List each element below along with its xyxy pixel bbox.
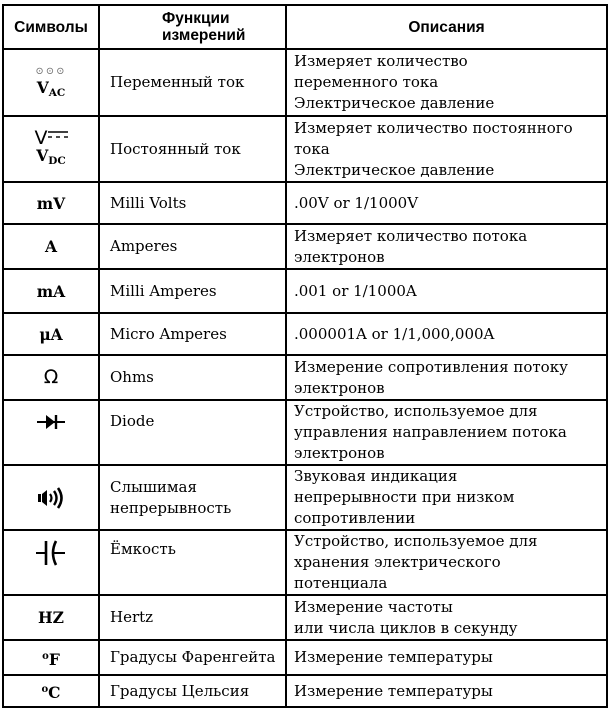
function-fahrenheit: Градусы Фаренгейта (99, 640, 286, 675)
table-row-celsius (3, 675, 607, 707)
capacitor-icon (36, 539, 66, 567)
description-ua: .000001A or 1/1,000,000A (286, 313, 607, 355)
function-ua: Micro Amperes (99, 313, 286, 355)
table-row-ua (3, 313, 607, 355)
measurement-functions-table (2, 4, 608, 708)
symbol-celsius-main: C (48, 683, 61, 702)
description-hertz: Измерение частоты или числа циклов в секунду (286, 595, 607, 640)
symbol-vac (3, 49, 99, 116)
header-functions: Функции измерений (99, 5, 286, 49)
function-mv: Milli Volts (99, 182, 286, 224)
table-row-diode (3, 400, 607, 465)
function-diode: Diode (99, 400, 286, 465)
table-row-capacitance (3, 530, 607, 595)
symbol-vac-sub: AC (48, 87, 66, 99)
symbol-diode (3, 400, 99, 465)
symbol-continuity (3, 465, 99, 530)
symbol-vdc-main: V (36, 146, 49, 165)
symbol-vdc-top: V (34, 127, 48, 149)
header-symbols: Символы (3, 5, 99, 49)
function-a: Amperes (99, 224, 286, 269)
symbol-capacitance (3, 530, 99, 595)
symbol-vdc-sub: DC (48, 155, 66, 167)
function-capacitance: Ёмкость (99, 530, 286, 595)
symbol-mv: mV (3, 182, 99, 224)
description-a: Измеряет количество потока электронов (286, 224, 607, 269)
description-vac: Измеряет количество переменного тока Электрическое давление (286, 49, 607, 116)
symbol-ua: μA (3, 313, 99, 355)
symbol-vdc (3, 116, 99, 182)
description-celsius: Измерение температуры (286, 675, 607, 707)
table-row-a (3, 224, 607, 269)
table-row-hertz (3, 595, 607, 640)
function-celsius: Градусы Цельсия (99, 675, 286, 707)
table-row-vac (3, 49, 607, 116)
table-row-vdc (3, 116, 607, 182)
symbol-ohms: Ω (3, 355, 99, 400)
table-row-fahrenheit (3, 640, 607, 675)
description-capacitance: Устройство, используемое для хранения электрического потенциала (286, 530, 607, 595)
function-hertz: Hertz (99, 595, 286, 640)
function-vac: Переменный ток (99, 49, 286, 116)
symbol-celsius (3, 675, 99, 707)
description-continuity: Звуковая индикация непрерывности при низком сопротивлении (286, 465, 607, 530)
function-vdc: Постоянный ток (99, 116, 286, 182)
description-diode: Устройство, используемое для управления направлением потока электронов (286, 400, 607, 465)
function-continuity: Слышимая непрерывность (99, 465, 286, 530)
symbol-fahrenheit-main: F (48, 649, 60, 669)
description-vdc: Измеряет количество постоянного тока Электрическое давление (286, 116, 607, 182)
function-ma: Milli Amperes (99, 269, 286, 313)
table-row-ma (3, 269, 607, 313)
dc-line-icon (48, 131, 68, 139)
description-fahrenheit: Измерение температуры (286, 640, 607, 675)
symbol-a: A (3, 224, 99, 269)
table-row-mv (3, 182, 607, 224)
speaker-continuity-icon (36, 487, 66, 509)
description-ohms: Измерение сопротивления потоку электронов (286, 355, 607, 400)
diode-icon (37, 413, 65, 431)
degree-sign-f: o (42, 650, 49, 662)
table-row-continuity (3, 465, 607, 530)
degree-sign-c: o (41, 684, 49, 695)
symbol-hertz: HZ (3, 595, 99, 640)
ac-waves-icon: ⊙⊙⊙ (35, 66, 67, 77)
description-ma: .001 or 1/1000A (286, 269, 607, 313)
header-descriptions: Описания (286, 5, 607, 49)
description-mv: .00V or 1/1000V (286, 182, 607, 224)
function-ohms: Ohms (99, 355, 286, 400)
symbol-fahrenheit (3, 640, 99, 675)
header-row (3, 5, 607, 49)
table-row-ohms (3, 355, 607, 400)
symbol-vac-main: V (36, 78, 49, 97)
symbol-ma: mA (3, 269, 99, 313)
